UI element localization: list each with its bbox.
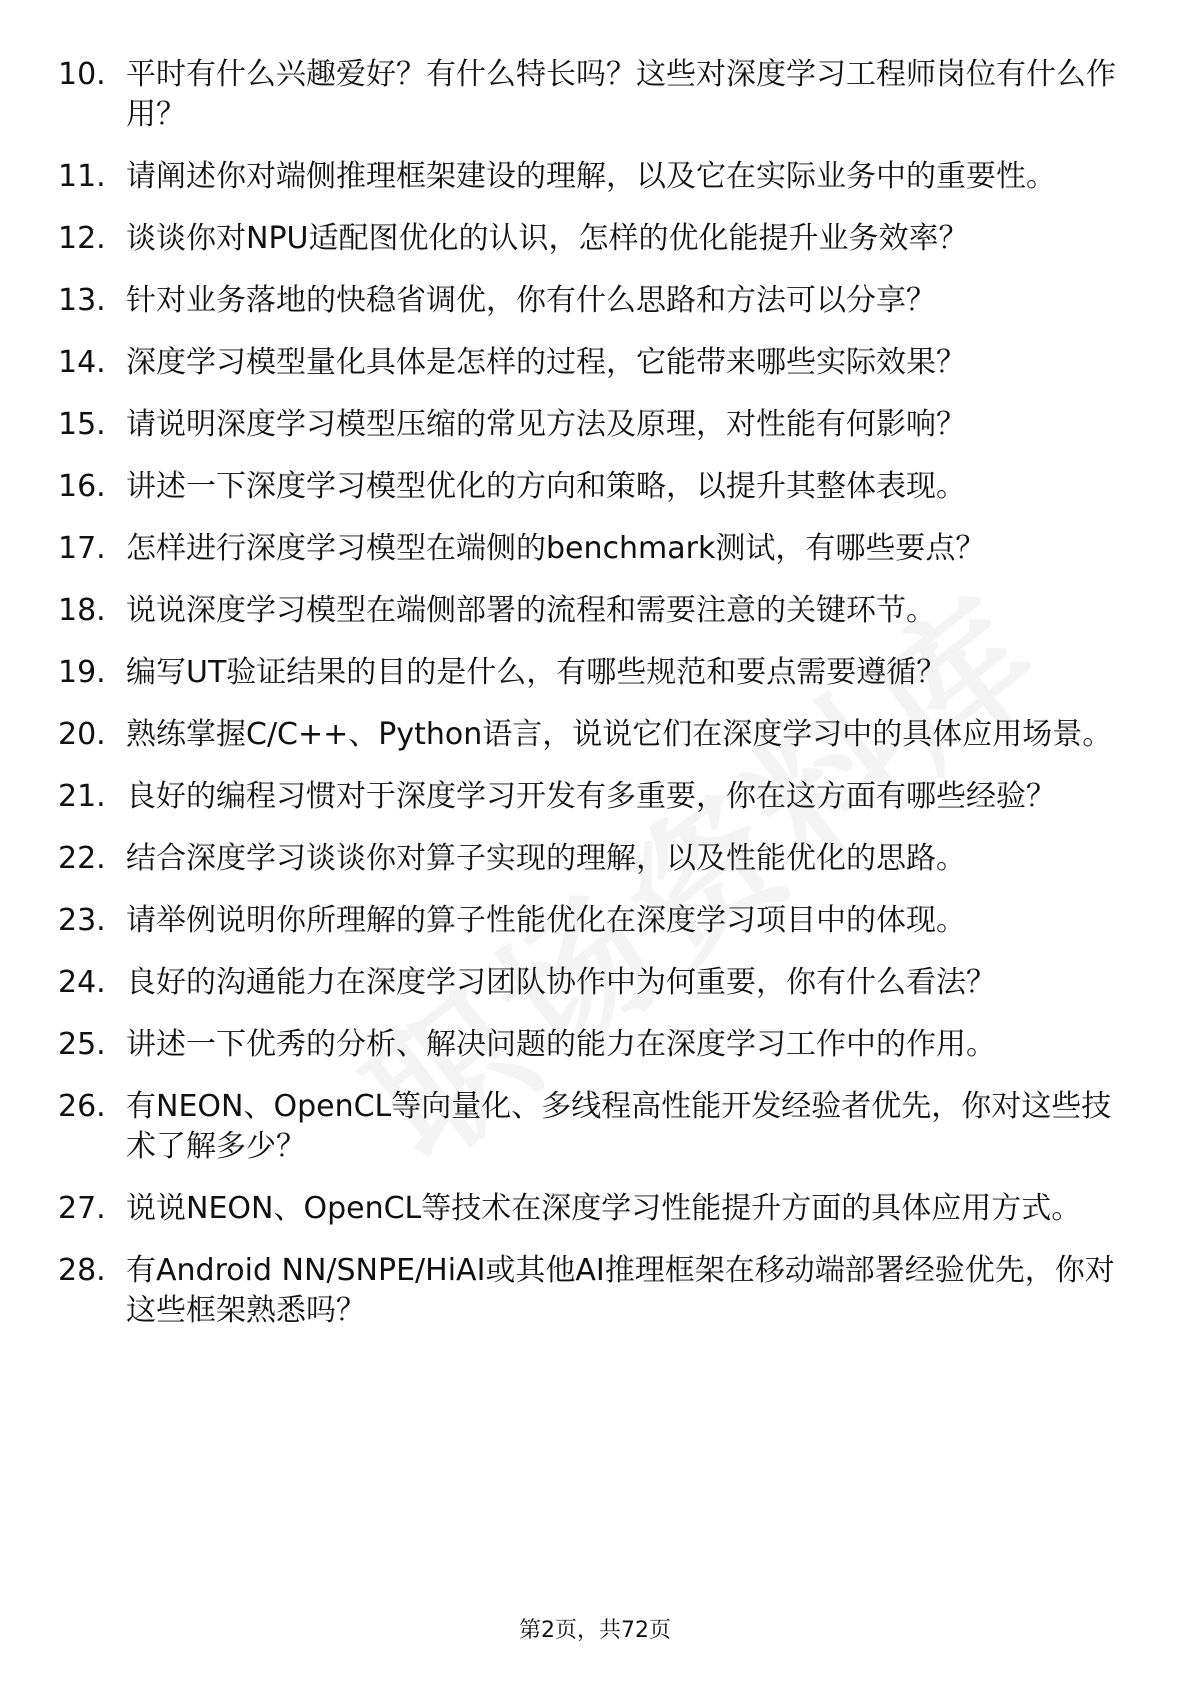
question-item (58, 405, 1118, 445)
question-number: 10. (58, 57, 106, 92)
question-number: 25. (58, 1027, 106, 1062)
question-number: 24. (58, 965, 106, 1000)
question-item (58, 777, 1118, 817)
question-number: 15. (58, 407, 106, 442)
question-text: 结合深度学习谈谈你对算子实现的理解，以及性能优化的思路。 (126, 841, 966, 876)
question-item (58, 1025, 1118, 1065)
question-text: 说说NEON、OpenCL等技术在深度学习性能提升方面的具体应用方式。 (126, 1191, 1082, 1226)
question-text: 怎样进行深度学习模型在端侧的benchmark测试，有哪些要点？ (126, 531, 986, 566)
question-text: 讲述一下优秀的分析、解决问题的能力在深度学习工作中的作用。 (126, 1027, 996, 1062)
question-text: 请阐述你对端侧推理框架建设的理解，以及它在实际业务中的重要性。 (126, 159, 1056, 194)
question-item (58, 653, 1118, 693)
question-number: 14. (58, 345, 106, 380)
question-text: 良好的编程习惯对于深度学习开发有多重要，你在这方面有哪些经验？ (126, 779, 1056, 814)
question-list (58, 55, 1118, 1353)
question-number: 11. (58, 159, 106, 194)
question-item (58, 839, 1118, 879)
question-number: 16. (58, 469, 106, 504)
question-item (58, 467, 1118, 507)
question-text: 熟练掌握C/C++、Python语言，说说它们在深度学习中的具体应用场景。 (126, 717, 1113, 752)
page-number: 第2页，共72页 (519, 1618, 671, 1643)
question-number: 19. (58, 655, 106, 690)
question-text: 谈谈你对NPU适配图优化的认识，怎样的优化能提升业务效率？ (126, 221, 969, 256)
question-number: 13. (58, 283, 106, 318)
question-item (58, 281, 1118, 321)
question-text: 说说深度学习模型在端侧部署的流程和需要注意的关键环节。 (126, 593, 936, 628)
question-number: 20. (58, 717, 106, 752)
question-number: 18. (58, 593, 106, 628)
question-item (58, 55, 1118, 135)
question-text: 编写UT验证结果的目的是什么，有哪些规范和要点需要遵循？ (126, 655, 947, 690)
question-item (58, 1251, 1118, 1331)
question-item (58, 157, 1118, 197)
question-item (58, 529, 1118, 569)
question-item (58, 901, 1118, 941)
question-text: 请举例说明你所理解的算子性能优化在深度学习项目中的体现。 (126, 903, 966, 938)
question-item (58, 1087, 1118, 1167)
question-item (58, 963, 1118, 1003)
question-number: 27. (58, 1191, 106, 1226)
question-number: 21. (58, 779, 106, 814)
question-item (58, 591, 1118, 631)
question-text: 有NEON、OpenCL等向量化、多线程高性能开发经验者优先，你对这些技术了解多少？ (126, 1089, 1112, 1164)
question-number: 12. (58, 221, 106, 256)
question-item (58, 219, 1118, 259)
question-item (58, 715, 1118, 755)
question-item (58, 1189, 1118, 1229)
question-number: 26. (58, 1089, 106, 1124)
question-text: 深度学习模型量化具体是怎样的过程，它能带来哪些实际效果？ (126, 345, 966, 380)
question-item (58, 343, 1118, 383)
question-number: 28. (58, 1253, 106, 1288)
question-text: 请说明深度学习模型压缩的常见方法及原理，对性能有何影响？ (126, 407, 966, 442)
question-text: 平时有什么兴趣爱好？有什么特长吗？这些对深度学习工程师岗位有什么作用？ (126, 57, 1116, 132)
question-text: 有Android NN/SNPE/HiAI或其他AI推理框架在移动端部署经验优先，你对这些框架熟悉吗？ (126, 1253, 1115, 1328)
question-number: 23. (58, 903, 106, 938)
question-text: 良好的沟通能力在深度学习团队协作中为何重要，你有什么看法？ (126, 965, 996, 1000)
question-text: 针对业务落地的快稳省调优，你有什么思路和方法可以分享？ (126, 283, 936, 318)
question-text: 讲述一下深度学习模型优化的方向和策略，以提升其整体表现。 (126, 469, 966, 504)
question-number: 17. (58, 531, 106, 566)
question-number: 22. (58, 841, 106, 876)
